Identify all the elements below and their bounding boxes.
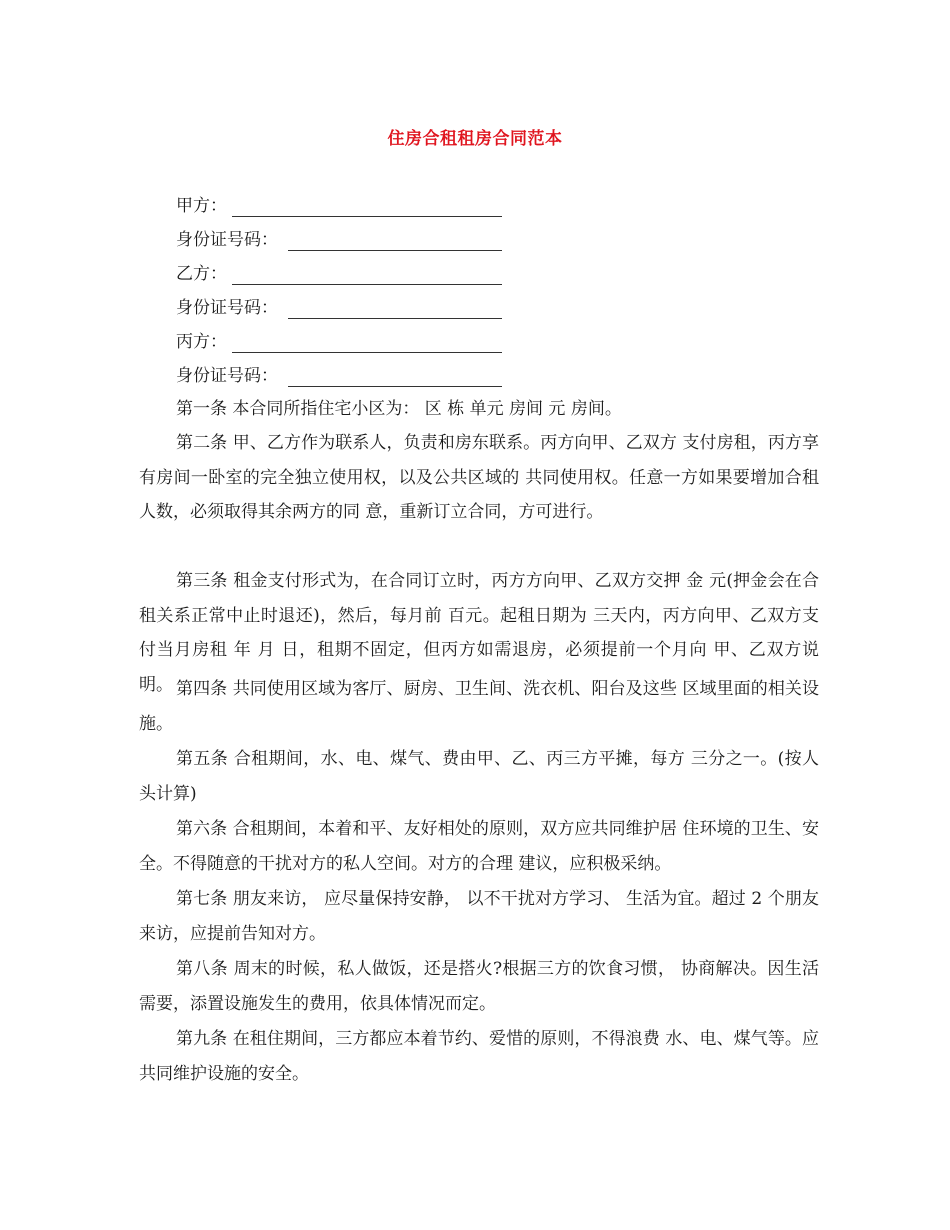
party-a-id-label: 身份证号码： [176, 230, 278, 250]
document-title: 住房合租租房合同范本 [387, 129, 563, 149]
clause-6: 第六条 合租期间，本着和平、友好相处的原则，双方应共同维护居 住环境的卫生、安全。不得随意的干扰对方的私人空间。对方的合理 建议，应积极采纳。 [139, 819, 819, 874]
clause-3: 第三条 租金支付形式为，在合同订立时，丙方方向甲、乙双方交押 金 元(押金会在合租关系正常中止时退还)，然后，每月前 百元。起租日期为 三天内，丙方向甲、乙双方支付当月房租 年 月 日，租期不固定，但丙方如需退房，必须提前一个月向 甲、乙双方说明。 [139, 571, 819, 695]
party-b-id-line [176, 296, 278, 320]
clause-2: 第二条 甲、乙方作为联系人，负责和房东联系。丙方向甲、乙双方 支付房租，丙方享有房间一卧室的完全独立使用权，以及公共区域的 共同使用权。任意一方如果要增加合租人数，必须取得其余两方的同 意，重新订立合同，方可进行。 [139, 433, 819, 522]
party-b-blank [232, 262, 502, 285]
clause-1: 第一条 本合同所指住宅小区为： 区 栋 单元 房间 元 房间。 [176, 399, 622, 419]
party-c-label: 丙方： [176, 332, 227, 352]
party-b-label: 乙方： [176, 264, 227, 284]
party-b-id-blank [288, 296, 502, 319]
party-b-line [176, 262, 227, 286]
clause-4: 第四条 共同使用区域为客厅、厨房、卫生间、洗衣机、阳台及这些 区域里面的相关设施。 [139, 679, 819, 734]
party-c-id-line [176, 364, 278, 388]
party-a-id-blank [288, 228, 502, 251]
party-c-blank [232, 330, 502, 353]
clause-8: 第八条 周末的时候，私人做饭，还是搭火?根据三方的饮食习惯， 协商解决。因生活需要，添置设施发生的费用，依具体情况而定。 [139, 959, 819, 1014]
party-a-id-line [176, 228, 278, 252]
clause-9: 第九条 在租住期间，三方都应本着节约、爱惜的原则，不得浪费 水、电、煤气等。应共同维护设施的安全。 [139, 1029, 819, 1084]
party-a-label: 甲方： [176, 196, 227, 216]
party-b-id-label: 身份证号码： [176, 298, 278, 318]
party-c-line [176, 330, 227, 354]
party-c-id-label: 身份证号码： [176, 366, 278, 386]
party-a-line [176, 194, 227, 218]
clause-7: 第七条 朋友来访， 应尽量保持安静， 以不干扰对方学习、 生活为宜。超过 2 个朋友来访，应提前告知对方。 [139, 889, 819, 944]
party-a-blank [232, 194, 502, 217]
clause-5: 第五条 合租期间，水、电、煤气、费由甲、乙、丙三方平摊，每方 三分之一。(按人头计算) [139, 749, 819, 804]
party-c-id-blank [288, 364, 502, 387]
